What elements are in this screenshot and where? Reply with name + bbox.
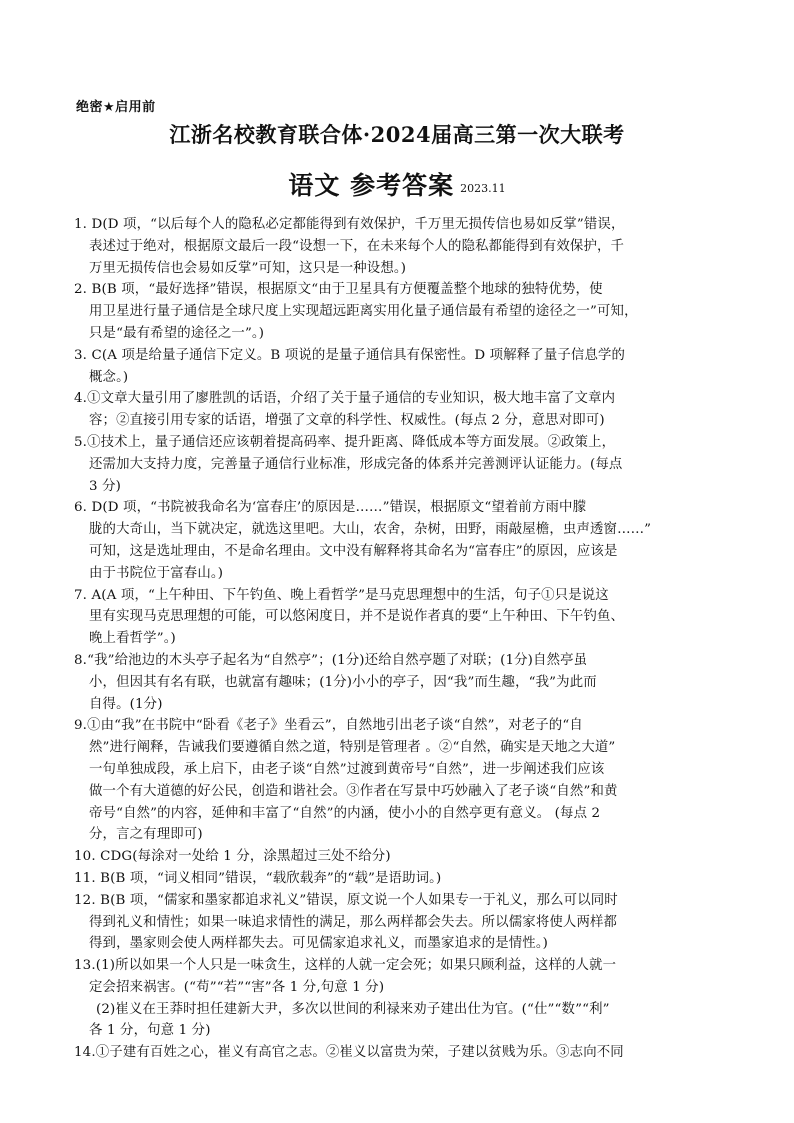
answer-item [74, 279, 724, 344]
answer-line: 做一个有大道德的好公民，创造和谐社会。③作者在写景中巧妙融入了老子谈“自然”和黄 [89, 783, 618, 799]
answer-key-heading [0, 166, 794, 202]
answer-item [74, 585, 724, 650]
answer-line: 由于书院位于富春山。) [89, 565, 224, 581]
exam-date: 2023.11 [460, 182, 506, 195]
answer-line: 8.“我”给池边的木头亭子起名为“自然亭”；(1分)还给自然亭题了对联；(1分)自然亭虽 [74, 652, 588, 668]
answer-line: 13.(1)所以如果一个人只是一味贪生，这样的人就一定会死；如果只顾利益，这样的人就一 [74, 958, 617, 974]
answer-line: 7. A(A 项，“上午种田、下午钓鱼、晚上看哲学”是马克思理想中的生活，句子①只是说这 [74, 587, 609, 603]
answer-line: 概念。) [89, 369, 129, 385]
answer-line: 晚上看哲学”。) [89, 631, 176, 647]
answer-line: 1. D(D 项，“以后每个人的隐私必定都能得到有效保护，千万里无损传信也易如反掌”错误， [74, 217, 625, 232]
answer-line: 分，言之有理即可) [89, 827, 203, 843]
answer-item [74, 497, 724, 584]
answer-item [74, 388, 724, 432]
answer-line: 一句单独成段，承上启下，由老子谈“自然”过渡到黄帝号“自然”，进一步阐述我们应该 [89, 761, 605, 777]
answer-item [74, 1042, 724, 1064]
answer-item [74, 214, 724, 279]
answer-line: 自得。(1分) [89, 696, 163, 712]
answer-line: 12. B(B 项，“儒家和墨家都追求礼义”错误，原文说一个人如果专一于礼义，那么可以同时 [74, 892, 618, 908]
answer-line: 胧的大奇山，当下就决定，就选这里吧。大山，农舍，杂树，田野，雨敲屋檐，虫声透窗……” [89, 522, 652, 538]
answer-item [74, 868, 724, 890]
answer-line: 2. B(B 项，“最好选择”错误，根据原文“由于卫星具有方便覆盖整个地球的独特优势，使 [74, 282, 603, 298]
answer-line: 3 分) [89, 478, 121, 494]
answer-line: 小，但因其有名有联，也就富有趣味；(1分)小小的亭子，因“我”而生趣，“我”为此而 [89, 674, 597, 690]
exam-title: 江浙名校教育联合体·2024届高三第一次大联考 [169, 122, 625, 147]
answer-item [74, 650, 724, 715]
answer-line: 定会招来祸害。(“苟”“若”“害”各 1 分,句意 1 分) [89, 979, 385, 995]
answer-item [74, 999, 724, 1043]
answer-line: 11. B(B 项，“词义相同”错误，“载欣载奔”的“载”是语助词。) [74, 870, 442, 886]
answer-item [74, 715, 724, 846]
answer-line: 还需加大支持力度，完善量子通信行业标准，形成完备的体系并完善测评认证能力。(每点 [89, 456, 623, 472]
answer-line: 只是“最有希望的途径之一”。) [89, 325, 265, 341]
answer-item [74, 955, 724, 999]
answer-line: 10. CDG(每涂对一处给 1 分，涂黑超过三处不给分) [74, 849, 391, 865]
answer-line: 万里无损传信也会易如反掌”可知，这只是一种设想。) [89, 260, 407, 276]
answer-item [74, 345, 724, 389]
answer-line: 得到礼义和情性；如果一味追求情性的满足，那么两样都会失去。所以儒家将使人两样都 [89, 914, 618, 930]
answer-line: 4.①文章大量引用了廖胜凯的话语，介绍了关于量子通信的专业知识，极大地丰富了文章内 [74, 391, 616, 407]
answer-line: 14.①子建有百姓之心，崔义有高官之志。②崔义以富贵为荣，子建以贫贱为乐。③志向不同 [74, 1045, 624, 1061]
confidential-mark: 绝密★启用前 [76, 100, 156, 115]
answer-line: 6. D(D 项，“书院被我命名为‘富春庄’的原因是……”错误，根据原文“望着前方雨中朦 [74, 500, 587, 516]
answer-line: 得到，墨家则会使人两样都失去。可见儒家追求礼义，而墨家追求的是情性。) [89, 936, 549, 952]
answer-line: 5.①技术上，量子通信还应该朝着提高码率、提升距离、降低成本等方面发展。②政策上， [74, 434, 616, 450]
answer-line: 可知，这是选址理由，不是命名理由。文中没有解释将其命名为“富春庄”的原因，应该是 [89, 543, 618, 559]
answer-line: 表述过于绝对，根据原文最后一段“设想一下，在未来每个人的隐私都能得到有效保护，千 [89, 238, 625, 254]
answer-list [74, 214, 724, 1064]
answer-item [74, 846, 724, 868]
answer-key-title: 语文 参考答案 [288, 171, 455, 200]
answer-line: 用卫星进行量子通信是全球尺度上实现超远距离实用化量子通信最有希望的途径之一”可知， [89, 304, 638, 320]
answer-line: (2)崔义在王莽时担任建新大尹，多次以世间的利禄来劝子建出仕为官。(“仕”“数”“利” [96, 1001, 610, 1017]
answer-item [74, 432, 724, 497]
answer-line: 9.①由“我”在书院中“卧看《老子》坐看云”，自然地引出老子谈“自然”，对老子的“自 [74, 718, 583, 734]
answer-line: 帝号“自然”的内容，延伸和丰富了“自然”的内涵，使小小的自然亭更有意义。 (每点 2 [89, 805, 601, 821]
answer-line: 里有实现马克思理想的可能，可以悠闲度日，并不是说作者真的要“上午种田、下午钓鱼、 [89, 609, 625, 625]
answer-line: 容；②直接引用专家的话语，增强了文章的科学性、权威性。(每点 2 分，意思对即可) [89, 413, 605, 429]
answer-item [74, 890, 724, 955]
answer-line: 各 1 分，句意 1 分) [89, 1023, 211, 1039]
answer-line: 3. C(A 项是给量子通信下定义。B 项说的是量子通信具有保密性。D 项解释了量子信息学的 [74, 347, 626, 363]
answer-line: 然”进行阐释，告诫我们要遵循自然之道，特别是管理者 。②“自然，确实是天地之大道” [89, 740, 616, 756]
